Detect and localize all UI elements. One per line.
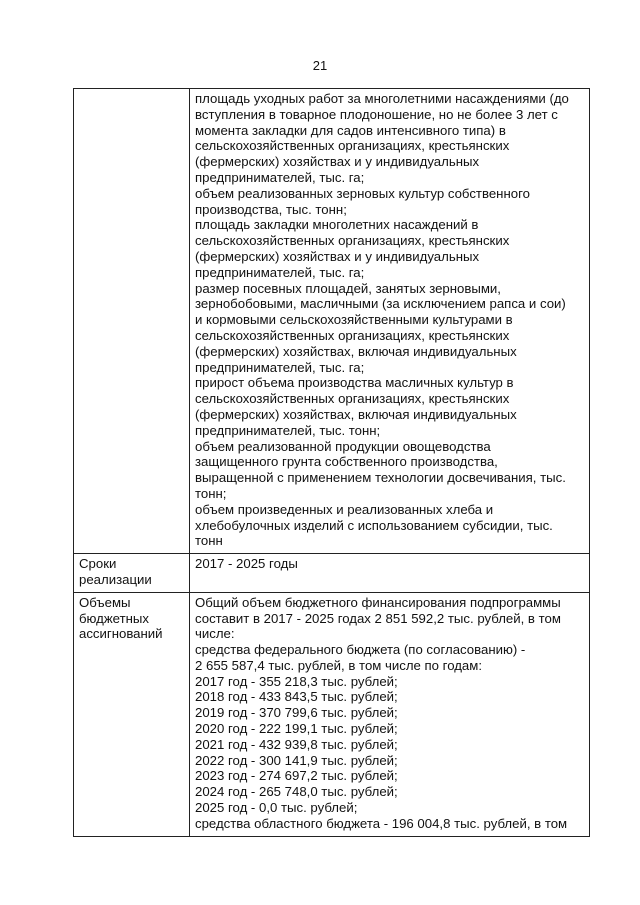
row-content-line: размер посевных площадей, занятых зерновыми, [195, 280, 501, 296]
row-content-cell [190, 89, 590, 554]
row-content-line: производства, тыс. тонн; [195, 201, 347, 217]
row-content-line: сельскохозяйственных организациях, крестьянских [195, 138, 510, 154]
row-content-line: тонн; [195, 485, 227, 501]
row-content-line: объем произведенных и реализованных хлеба и [195, 501, 494, 517]
row-label-line: бюджетных [79, 610, 149, 626]
row-content-line: 2021 год - 432 939,8 тыс. рублей; [195, 736, 398, 752]
row-content-line: Общий объем бюджетного финансирования подпрограммы [195, 594, 561, 610]
row-content-line: хлебобулочных изделий с использованием субсидии, тыс. [195, 517, 553, 533]
row-content-cell [190, 592, 590, 836]
row-budget-allocations [74, 592, 590, 836]
row-content-line: момента закладки для садов интенсивного типа) в [195, 122, 506, 138]
row-content-line: зернобобовыми, масличными (за исключением рапса и сои) [195, 296, 566, 312]
row-content-line: (фермерских) хозяйствах, включая индивидуальных [195, 406, 517, 422]
row-content-line: предпринимателей, тыс. га; [195, 169, 365, 185]
row-content-line: предпринимателей, тыс. тонн; [195, 422, 381, 438]
row-content-line: 2024 год - 265 748,0 тыс. рублей; [195, 784, 398, 800]
row-content-line: вступления в товарное плодоношение, но не более 3 лет с [195, 106, 558, 122]
row-content-line: прирост объема производства масличных культур в [195, 375, 514, 391]
passport-table [73, 88, 590, 837]
row-content-line: предпринимателей, тыс. га; [195, 264, 365, 280]
row-content-line: (фермерских) хозяйствах, включая индивидуальных [195, 343, 517, 359]
row-content-line: средства федерального бюджета (по согласованию) - [195, 642, 526, 658]
row-content-line: объем реализованных зерновых культур собственного [195, 185, 530, 201]
row-label-line: Сроки [79, 556, 117, 572]
row-content-line: 2019 год - 370 799,6 тыс. рублей; [195, 705, 398, 721]
row-content-line: (фермерских) хозяйствах и у индивидуальных [195, 154, 480, 170]
row-content-line: площадь уходных работ за многолетними насаждениями (до [195, 91, 569, 106]
row-content-line: защищенного грунта собственного производства, [195, 454, 498, 470]
row-content-line: сельскохозяйственных организациях, крестьянских [195, 391, 510, 407]
row-implementation-period [74, 554, 590, 593]
row-label-line: ассигнований [79, 626, 163, 642]
row-label-cell [74, 592, 190, 836]
row-label-cell [74, 89, 190, 554]
row-content-line: и кормовыми сельскохозяйственными культурами в [195, 312, 513, 328]
table-body [74, 89, 590, 837]
row-content-line: 2020 год - 222 199,1 тыс. рублей; [195, 721, 398, 737]
row-label-line: реализации [79, 571, 152, 587]
row-content-line: составит в 2017 - 2025 годах 2 851 592,2 тыс. рублей, в том [195, 610, 561, 626]
row-content-line: (фермерских) хозяйствах и у индивидуальных [195, 248, 480, 264]
row-content-line: средства областного бюджета - 196 004,8 тыс. рублей, в том [195, 815, 568, 831]
row-label-line: Объемы [79, 594, 131, 610]
row-content-line: тонн [195, 533, 223, 549]
row-content-line: числе: [195, 626, 235, 642]
row-content-line: 2022 год - 300 141,9 тыс. рублей; [195, 752, 398, 768]
row-label-cell [74, 554, 190, 593]
row-content-line: 2023 год - 274 697,2 тыс. рублей; [195, 768, 398, 784]
row-content-line: 2018 год - 433 843,5 тыс. рублей; [195, 689, 398, 705]
row-content-line: сельскохозяйственных организациях, крестьянских [195, 233, 510, 249]
page-number: 21 [312, 58, 328, 73]
row-content-line: площадь закладки многолетних насаждений в [195, 217, 479, 233]
row-content-line: 2025 год - 0,0 тыс. рублей; [195, 800, 358, 816]
row-content-line: предпринимателей, тыс. га; [195, 359, 365, 375]
row-content-line: выращенной с применением технологии досвечивания, тыс. [195, 470, 566, 486]
row-content-line: 2 655 587,4 тыс. рублей, в том числе по годам: [195, 657, 482, 673]
row-target-indicators [74, 89, 590, 554]
row-content-line: 2017 год - 355 218,3 тыс. рублей; [195, 673, 398, 689]
row-content-line: 2017 - 2025 годы [195, 556, 298, 572]
row-content-line: сельскохозяйственных организациях, крестьянских [195, 327, 510, 343]
row-content-line: объем реализованной продукции овощеводства [195, 438, 491, 454]
row-content-cell [190, 554, 590, 593]
